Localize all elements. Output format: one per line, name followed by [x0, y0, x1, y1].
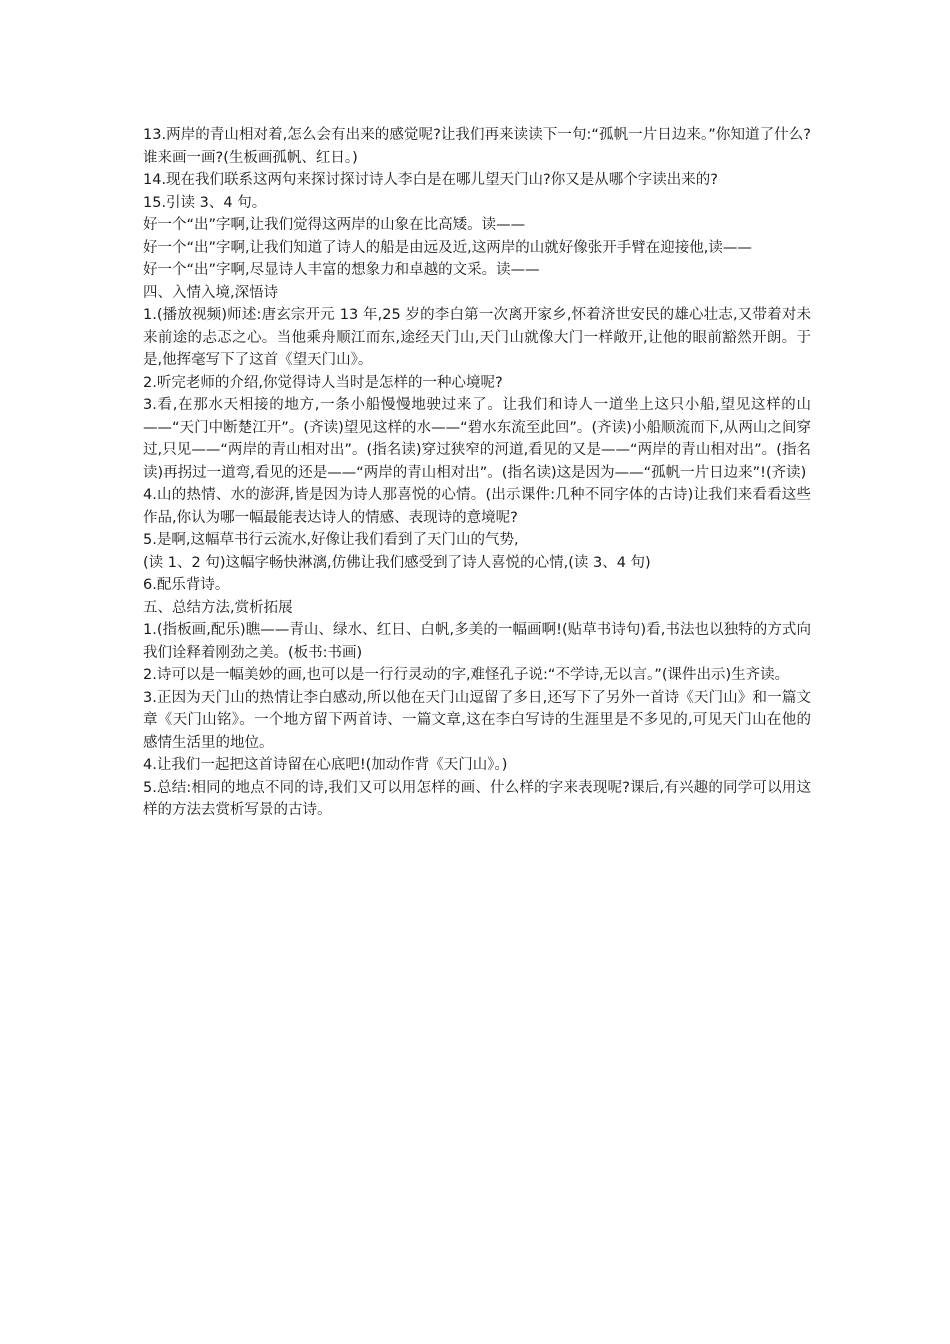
- paragraph-4-5: 5.是啊,这幅草书行云流水,好像让我们看到了天门山的气势,: [143, 532, 519, 548]
- paragraph-5-3: 3.正因为天门山的热情让李白感动,所以他在天门山逗留了多日,还写下了另外一首诗《天门山》和一篇文章《天门山铭》。一个地方留下两首诗、一篇文章,这在李白写诗的生涯里是不多见的,可见天门山在他的感情生活里的地位。: [143, 689, 811, 751]
- paragraph-4-1: 1.(播放视频)师述:唐玄宗开元 13 年,25 岁的李白第一次离开家乡,怀着济世安民的雄心壮志,又带着对未来前途的忐忑之心。当他乘舟顺江而东,途经天门山,天门山就像大门一样敞开,让他的眼前豁然开朗。于是,他挥毫写下了这首《望天门山》。: [143, 307, 811, 368]
- paragraph-5-1: 1.(指板画,配乐)瞧——青山、绿水、红日、白帆,多美的一幅画啊!(贴草书诗句)看,书法也以独特的方式向我们诠释着刚劲之美。(板书:书画): [143, 622, 811, 661]
- paragraph-5-4: 4.让我们一起把这首诗留在心底吧!(加动作背《天门山》。): [143, 757, 508, 773]
- paragraph-chu-1: 好一个“出”字啊,让我们觉得这两岸的山象在比高矮。读——: [143, 217, 526, 233]
- paragraph-15-guided-reading: 15.引读 3、4 句。: [143, 194, 267, 211]
- paragraph-4-3: 3.看,在那水天相接的地方,一条小船慢慢地驶过来了。让我们和诗人一道坐上这只小船,望见这样的山——“天门中断楚江开”。(齐读)望见这样的水——“碧水东流至此回”。(齐读)小船顺流而下,从两山之间穿过,只见——“两岸的青山相对出”。(指名读)穿过狭窄的河道,看见的又是——“两岸的青山相对出”。(指名读)再拐过一道弯,看见的还是——“两岸的青山相对出”。(指名读)这是因为——“孤帆一片日边来”!(齐读): [143, 397, 811, 481]
- paragraph-4-6: 6.配乐背诗。: [143, 577, 230, 593]
- paragraph-13-question: 13.两岸的青山相对着,怎么会有出来的感觉呢?让我们再来读读下一句:“孤帆一片日边来。”你知道了什么?谁来画一画?(生板画孤帆、红日。): [143, 127, 811, 166]
- paragraph-4-5-continued: (读 1、2 句)这幅字畅快淋漓,仿佛让我们感受到了诗人喜悦的心情,(读 3、4 句): [143, 554, 651, 571]
- paragraph-chu-2: 好一个“出”字啊,让我们知道了诗人的船是由远及近,这两岸的山就好像张开手臂在迎接他,读——: [143, 239, 752, 256]
- paragraph-4-4: 4.山的热情、水的澎湃,皆是因为诗人那喜悦的心情。(出示课件:几种不同字体的古诗)让我们来看看这些作品,你认为哪一幅最能表达诗人的情感、表现诗的意境呢?: [143, 487, 811, 526]
- paragraph-5-5: 5.总结:相同的地点不同的诗,我们又可以用怎样的画、什么样的字来表现呢?课后,有兴趣的同学可以用这样的方法去赏析写景的古诗。: [143, 779, 811, 818]
- section-heading-5: 五、总结方法,赏析拓展: [143, 599, 293, 616]
- paragraph-chu-3: 好一个“出”字啊,尽显诗人丰富的想象力和卓越的文采。读——: [143, 262, 540, 278]
- paragraph-4-2: 2.听完老师的介绍,你觉得诗人当时是怎样的一种心境呢?: [143, 374, 503, 391]
- paragraph-5-2: 2.诗可以是一幅美妙的画,也可以是一行行灵动的字,难怪孔子说:“不学诗,无以言。”(课件出示)生齐读。: [143, 667, 790, 683]
- section-heading-4: 四、入情入境,深悟诗: [143, 284, 279, 301]
- document-page: [143, 124, 811, 822]
- paragraph-14-question: 14.现在我们联系这两句来探讨探讨诗人李白是在哪儿望天门山?你又是从哪个字读出来的?: [143, 172, 718, 188]
